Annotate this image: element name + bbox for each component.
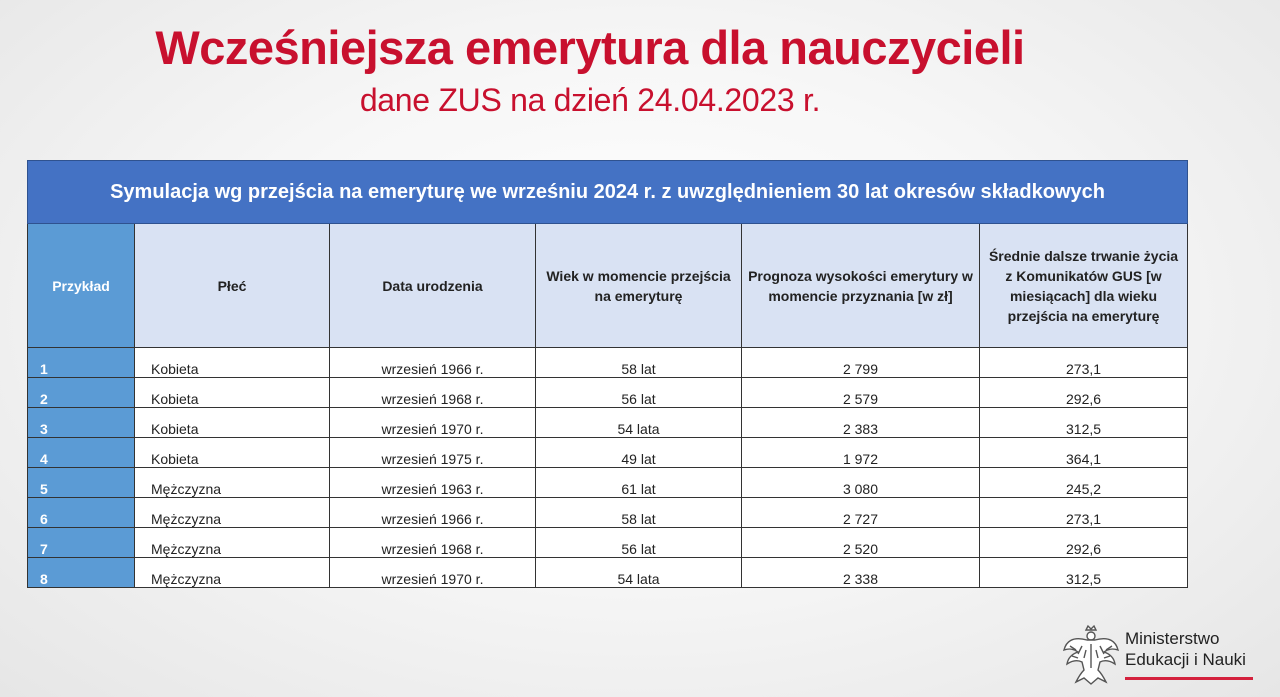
- row-gender: Mężczyzna: [135, 528, 330, 558]
- row-birth-date: wrzesień 1968 r.: [330, 378, 536, 408]
- row-index: 4: [28, 438, 135, 468]
- table-body: [28, 348, 1188, 588]
- row-gender: Kobieta: [135, 378, 330, 408]
- polish-eagle-icon: [1062, 622, 1120, 686]
- row-pension: 2 799: [742, 348, 980, 378]
- simulation-table: [27, 160, 1187, 588]
- row-birth-date: wrzesień 1970 r.: [330, 558, 536, 588]
- row-retirement-age: 58 lat: [536, 498, 742, 528]
- row-pension: 2 579: [742, 378, 980, 408]
- row-retirement-age: 54 lata: [536, 558, 742, 588]
- header-life-expectancy: Średnie dalsze trwanie życia z Komunikatów GUS [w miesiącach] dla wieku przejścia na emeryturę: [980, 224, 1188, 348]
- row-retirement-age: 54 lata: [536, 408, 742, 438]
- row-life-expectancy: 273,1: [980, 498, 1188, 528]
- table-banner-row: [28, 161, 1188, 224]
- table-row: [28, 498, 1188, 528]
- row-pension: 3 080: [742, 468, 980, 498]
- row-retirement-age: 56 lat: [536, 378, 742, 408]
- row-life-expectancy: 292,6: [980, 378, 1188, 408]
- row-life-expectancy: 312,5: [980, 408, 1188, 438]
- table-row: [28, 408, 1188, 438]
- table-row: [28, 468, 1188, 498]
- row-index: 1: [28, 348, 135, 378]
- header-pension-forecast: Prognoza wysokości emerytury w momencie przyznania [w zł]: [742, 224, 980, 348]
- header-retirement-age: Wiek w momencie przejścia na emeryturę: [536, 224, 742, 348]
- row-retirement-age: 49 lat: [536, 438, 742, 468]
- row-birth-date: wrzesień 1966 r.: [330, 348, 536, 378]
- row-life-expectancy: 364,1: [980, 438, 1188, 468]
- row-pension: 2 520: [742, 528, 980, 558]
- row-birth-date: wrzesień 1963 r.: [330, 468, 536, 498]
- table-header-row: [28, 224, 1188, 348]
- table-banner: Symulacja wg przejścia na emeryturę we wrześniu 2024 r. z uwzględnieniem 30 lat okresów składkowych: [28, 161, 1188, 224]
- row-life-expectancy: 273,1: [980, 348, 1188, 378]
- row-birth-date: wrzesień 1966 r.: [330, 498, 536, 528]
- ministry-name-line1: Ministerstwo: [1125, 629, 1220, 648]
- row-index: 8: [28, 558, 135, 588]
- table-row: [28, 558, 1188, 588]
- row-index: 3: [28, 408, 135, 438]
- row-pension: 2 383: [742, 408, 980, 438]
- row-gender: Mężczyzna: [135, 468, 330, 498]
- row-index: 6: [28, 498, 135, 528]
- table-row: [28, 348, 1188, 378]
- header-example: Przykład: [28, 224, 135, 348]
- row-retirement-age: 58 lat: [536, 348, 742, 378]
- page-title: Wcześniejsza emerytura dla nauczycieli: [155, 21, 1025, 74]
- row-birth-date: wrzesień 1968 r.: [330, 528, 536, 558]
- row-retirement-age: 61 lat: [536, 468, 742, 498]
- row-life-expectancy: 245,2: [980, 468, 1188, 498]
- row-birth-date: wrzesień 1970 r.: [330, 408, 536, 438]
- flag-stripe-red: [1125, 677, 1253, 680]
- row-gender: Mężczyzna: [135, 498, 330, 528]
- row-gender: Kobieta: [135, 438, 330, 468]
- row-index: 7: [28, 528, 135, 558]
- ministry-logo: [1062, 622, 1262, 686]
- table-row: [28, 438, 1188, 468]
- header-birth-date: Data urodzenia: [330, 224, 536, 348]
- page-subtitle: dane ZUS na dzień 24.04.2023 r.: [359, 82, 821, 118]
- row-pension: 1 972: [742, 438, 980, 468]
- table-row: [28, 528, 1188, 558]
- row-retirement-age: 56 lat: [536, 528, 742, 558]
- row-pension: 2 727: [742, 498, 980, 528]
- ministry-name-line2: Edukacji i Nauki: [1125, 650, 1246, 669]
- row-gender: Kobieta: [135, 408, 330, 438]
- row-gender: Mężczyzna: [135, 558, 330, 588]
- row-gender: Kobieta: [135, 348, 330, 378]
- row-life-expectancy: 292,6: [980, 528, 1188, 558]
- row-index: 5: [28, 468, 135, 498]
- row-index: 2: [28, 378, 135, 408]
- row-life-expectancy: 312,5: [980, 558, 1188, 588]
- header-gender: Płeć: [135, 224, 330, 348]
- table-row: [28, 378, 1188, 408]
- ministry-name: [1125, 628, 1246, 670]
- row-pension: 2 338: [742, 558, 980, 588]
- row-birth-date: wrzesień 1975 r.: [330, 438, 536, 468]
